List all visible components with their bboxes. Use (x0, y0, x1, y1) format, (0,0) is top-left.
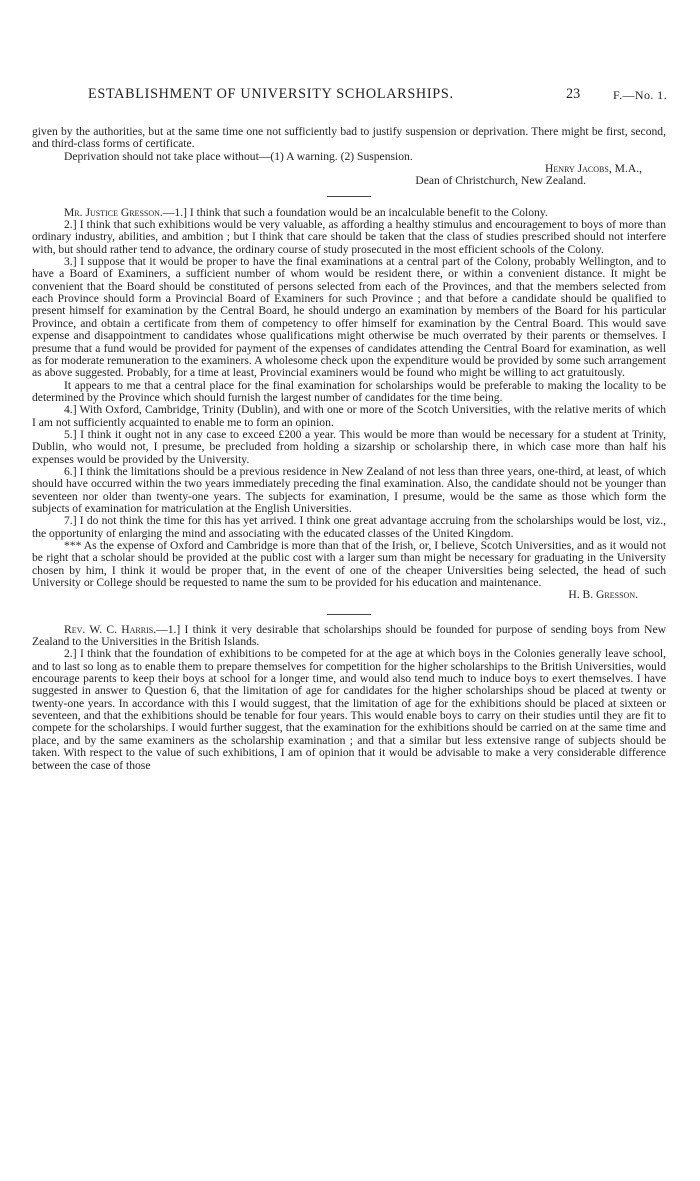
page-body (32, 126, 666, 772)
page-header (88, 88, 678, 108)
harris-speaker: Rev. W. C. Harris. (64, 622, 157, 636)
jacobs-deprivation-paragraph: Deprivation should not take place without—(1) A warning. (2) Suspension. (64, 149, 413, 163)
gresson-answer-5: 5.] I think it ought not in any case to exceed £200 a year. This would be more than would be necessary for a student at Trinity, Dublin, who would not, I presume, be precluded from holding a sizarship or scholarship there, in which case more than half his expenses would be provided by the University. (32, 427, 666, 466)
gresson-answer-6: 6.] I think the limitations should be a previous residence in New Zealand of not less than three years, one-third, at least, of which should have occurred within the two years immediately preceding the final examination. Also, the candidate should not be younger than seventeen nor older than twenty-one years. The subjects for examination, I presume, would be the same as those which form the subjects of examination for matriculation at the English Universities. (32, 464, 666, 515)
gresson-answer-4: 4.] With Oxford, Cambridge, Trinity (Dublin), and with one or more of the Scotch Universities, with the relative merits of which I am not sufficiently acquainted to enable me to form an opinion. (32, 403, 666, 429)
jacobs-signature-name: Henry Jacobs, M.A., (545, 162, 642, 176)
gresson-section (32, 207, 666, 602)
page-number: 23 (566, 86, 581, 102)
gresson-note: *** As the expense of Oxford and Cambridge is more than that of the Irish, or, I believe, Scotch Universities, and as it would not be right that a scholar should be provided at the public cost with a larger sum than might be necessary for graduating in the University chosen by him, I think it would be proper that, in the event of one of the cheaper Universities being selected, the head of such University or College should be requested to name the sum to be provided for his education and maintenance. (32, 539, 666, 590)
gresson-answer-3: 3.] I suppose that it would be proper to have the final examinations at a central part of the Colony, probably Wellington, and to have a Board of Examiners, a sufficient number of whom would be resident there, or within a convenient distance. It might be convenient that the Board should be constituted of persons selected from each of the Provinces, and that the members selected from each Province should form a Provincial Board of Examiners for such Province ; and that before a candidate should be qualified to present himself for examination by the Central Board, he should undergo an examination by members of the Board for his particular Province, and obtain a certificate from them of competency to offer himself for examination by the Central Board. This would save expense and disappointment to candidates whose qualifications might otherwise be much overrated by their parents or themselves. I presume that a fund would be provided for payment of the expenses of candidates attending the Central Board for examination, as well as for moderate remuneration to the examiners. A wholesome check upon the expenditure would be provided by some such arrangement as above suggested. Probably, for a time at least, Provincial examiners would be found who might be willing to act gratuitously. (32, 255, 666, 380)
gresson-answer-1-text: —1.] I think that such a foundation would be an incalculable benefit to the Colony. (162, 205, 548, 219)
gresson-signature: H. B. Gresson. (568, 588, 638, 602)
document-reference: F.—No. 1. (613, 88, 667, 102)
harris-section (32, 624, 666, 772)
section-divider (327, 614, 371, 615)
jacobs-signature-title: Dean of Christchurch, New Zealand. (415, 174, 586, 188)
gresson-answer-3-continued: It appears to me that a central place for the final examination for scholarships would be preferable to making the locality to be determined by the Province which should furnish the largest number of candidates for the time being. (32, 378, 666, 404)
running-title: ESTABLISHMENT OF UNIVERSITY SCHOLARSHIPS. (88, 86, 454, 102)
jacobs-continuation-paragraph: given by the authorities, but at the same time one not sufficiently bad to justify suspension or deprivation. There might be first, second, and third-class forms of certificate. (32, 125, 666, 151)
harris-answer-1 (32, 624, 666, 649)
jacobs-section (32, 126, 666, 188)
gresson-speaker: Mr. Justice Gresson. (64, 205, 163, 219)
harris-answer-2: 2.] I think that the foundation of exhibitions to be competed for at the age at which boys in the Colonies generally leave school, and to last so long as to enable them to prepare themselves for competition for the higher scholarships to the British Universities, would encourage parents to keep their boys at school for a longer time, and would also tend much to induce boys to exert themselves. I have suggested in answer to Question 6, that the limitation of age for candidates for the higher scholarships shoud be placed at twenty or twenty-one years. In accordance with this I would suggest, that the limitation of age for the exhibitions should be placed at sixteen or seventeen, and that the exhibitions should be tenable for four years. This would enable boys to carry on their studies until they are fit to compete for the scholarships. I would further suggest, that the examination for the exhibitions should be carried on at the same time and place, and by the same examiners as the scholarship examination ; and that a similar but less extensive range of subjects should be taken. With respect to the value of such exhibitions, I am of opinion that it would be advisable to make a very considerable difference between the case of those (32, 647, 666, 772)
gresson-answer-2: 2.] I think that such exhibitions would be very valuable, as affording a healthy stimulus and encouragement to boys of more than ordinary industry, abilities, and ambition ; but I think that care should be taken that the class of studies prescribed should not interfere with, but should rather tend to advance, the ordinary course of study prosecuted in the most efficient schools of the Colony. (32, 218, 666, 256)
section-divider (327, 196, 371, 197)
gresson-answer-7: 7.] I do not think the time for this has yet arrived. I think one great advantage accruing from the scholarships would be lost, viz., the opportunity of enlarging the mind and associating with the educated classes of the United Kingdom. (32, 514, 666, 540)
harris-answer-1-text: —1.] I think it very desirable that scholarships should be founded for purpose of sending boys from New Zealand to the Universities in the British Islands. (32, 622, 666, 649)
